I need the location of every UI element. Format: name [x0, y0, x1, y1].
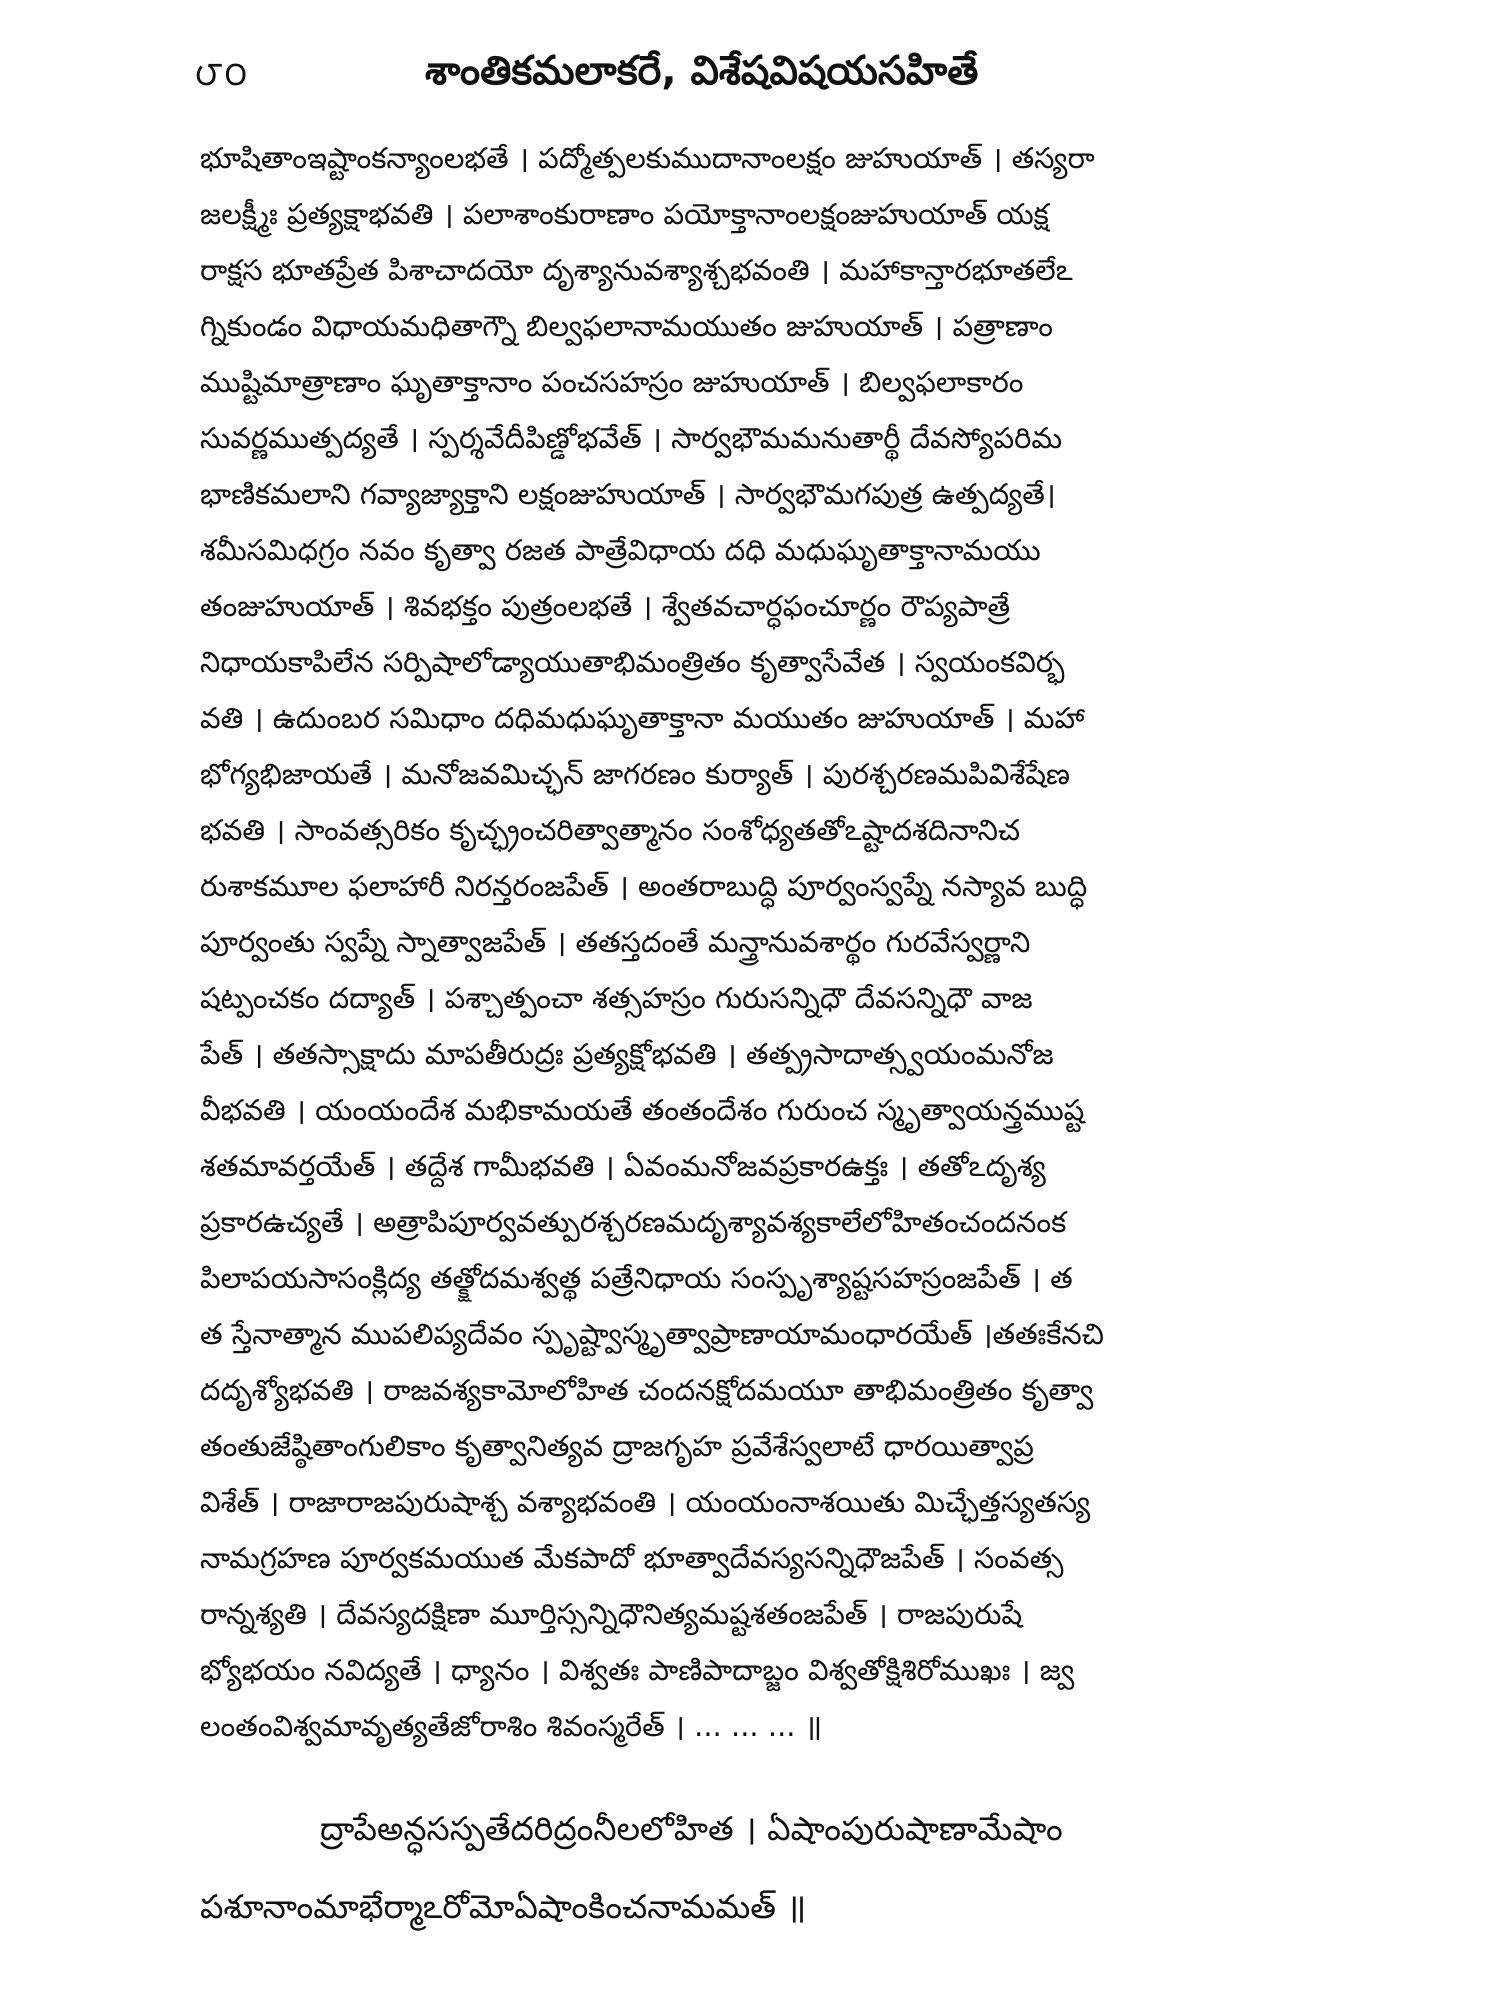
text-line: పిలాపయసాసంక్లిద్య తత్క్షోదమశ్వత్థ పత్రేనిధాయ సంస్పృశ్యాష్టసహస్రంజపేత్ । త [200, 1261, 1073, 1295]
body-text [200, 130, 1310, 1754]
text-line: రాక్షస భూతప్రేత పిశాచాదయో దృశ్యానువశ్యాశ్చభవంతి । మహాకాన్తారభూతలేఽ [200, 253, 1073, 287]
text-line: జలక్ష్మీః ప్రత్యక్షాభవతి । పలాశాంకురాణాం పయోక్తానాంలక్షంజుహుయాత్ యక్ష [200, 197, 1049, 231]
text-line: గ్నికుండం విధాయమధితాగ్నౌ బిల్వఫలానామయుతం జుహుయాత్ । పత్రాణాం [200, 309, 1053, 343]
text-line: వతి । ఉదుంబర సమిధాం దధిమధుఘృతాక్తానా మయుతం జుహుయాత్ । మహా [200, 701, 1085, 735]
page-header [195, 40, 1325, 110]
verse-block [200, 1790, 1310, 1946]
text-line: ప్రకారఉచ్యతే । అత్రాపిపూర్వవత్పురశ్చరణమదృశ్యావశ్యకాలేలోహితంచందనంక [200, 1205, 1067, 1239]
text-line: భ్యోభయం నవిద్యతే । ధ్యానం । విశ్వతః పాణిపాదాబ్జం విశ్వతోక్షిశిరోముఖః । జ్వ [200, 1653, 1075, 1687]
text-line: ముష్టిమాత్రాణాం ఘృతాక్తానాం పంచసహస్రం జుహుయాత్ । బిల్వఫలాకారం [200, 365, 1024, 399]
text-line: శతమావర్తయేత్ । తద్దేశ గామీభవతి । ఏవంమనోజవప్రకారఉక్తః । తతోఽదృశ్య [200, 1149, 1046, 1183]
text-line: భోగ్యభిజాయతే । మనోజవమిచ్ఛన్ జాగరణం కుర్యాత్ । పురశ్చరణమపివిశేషేణ [200, 757, 1070, 791]
text-line: శమీసమిధగ్రం నవం కృత్వా రజత పాత్రేవిధాయ దధి మధుఘృతాక్తానామయు [200, 533, 1041, 567]
text-line: రుశాకమూల ఫలాహారీ నిరన్తరంజపేత్ । అంతరాబుద్ధి పూర్వంస్వప్నే నస్యావ బుద్ధి [200, 869, 1088, 903]
text-line: సువర్ణముత్పద్యతే । స్పర్శవేదీపిణ్డోభవేత్ । సార్వభౌమమనుతార్థీ దేవస్యోపరిమ [200, 421, 1063, 455]
verse-line: పశూనాంమాభేర్మాఽరోమోఏషాంకించనామమత్ ॥ [200, 1887, 807, 1926]
text-line: భాణికమలాని గవ్యాజ్యాక్తాని లక్షంజుహుయాత్ । సార్వభౌమగపుత్ర ఉత్పద్యతే। [200, 477, 1056, 511]
text-line: వీభవతి । యంయందేశ మభికామయతే తంతందేశం గురుంచ స్మృత్వాయన్త్రముష్ట [200, 1093, 1085, 1127]
page-number: ౮౦ [195, 54, 250, 94]
text-line: పూర్వంతు స్వప్నే స్నాత్వాజపేత్ । తతస్తదంతే మన్త్రానువశార్థం గురవేస్వర్ణాని [200, 925, 1031, 959]
text-line: పేత్ । తతస్సాక్షాదు మాపతీరుద్రః ప్రత్యక్షోభవతి । తత్ప్రసాదాత్స్వయంమనోజ [200, 1037, 1054, 1071]
text-line: షట్పంచకం దద్యాత్ । పశ్చాత్పంచా శత్సహస్రం గురుసన్నిధౌ దేవసన్నిధౌ వాజ [200, 981, 1033, 1015]
text-line: లంతంవిశ్వమావృత్యతేజోరాశిం శివంస్మరేత్ । ... ... ... ॥ [200, 1709, 823, 1743]
text-line: భూషితాంఇష్టాంకన్యాంలభతే । పద్మోత్పలకుముదానాంలక్షం జుహుయాత్ । తస్యరా [200, 141, 1095, 175]
text-line: విశేత్ । రాజారాజపురుషాశ్చ వశ్యాభవంతి । యంయంనాశయితు మిచ్ఛేత్తస్యతస్య [200, 1485, 1091, 1519]
text-line: తంతుజేష్ఠితాంగులికాం కృత్వానిత్యవ ద్రాజగృహ ప్రవేశేస్వలాటే ధారయిత్వాప్ర [200, 1429, 1034, 1463]
text-line: రాన్నశ్యతి । దేవస్యదక్షిణా మూర్తిస్సన్నిధౌనిత్యమష్టశతంజపేత్ । రాజపురుషే [200, 1597, 1023, 1631]
verse-line: ద్రాపేఅన్ధసస్పతేదరిద్రంనీలలోహిత । ఏషాంపురుషాణామేషాం [320, 1809, 1063, 1848]
text-line: తంజుహుయాత్ । శివభక్తం పుత్రంలభతే । శ్వేతవచార్ధఫంచూర్ణం రౌప్యపాత్రే [200, 589, 1011, 623]
text-line: నామగ్రహణ పూర్వకమయుత మేకపాదో భూత్వాదేవస్యసన్నిధౌజపేత్ । సంవత్స [200, 1541, 1064, 1575]
text-line: త స్తేనాత్మాన ముపలిప్యదేవం స్పృష్ట్వాస్మృత్వాప్రాణాయామంధారయేత్ ।తతఃకేనచి [200, 1317, 1104, 1351]
text-line: దదృశ్యోభవతి । రాజవశ్యకామోలోహిత చందనక్షోదమయూ తాభిమంత్రితం కృత్వా [200, 1373, 1094, 1407]
text-line: భవతి । సాంవత్సరికం కృచ్ఛ్రంచరిత్వాత్మానం సంశోధ్యతతోఽష్టాదశదినానిచ [200, 813, 1021, 847]
text-line: నిధాయకాపిలేన సర్పిషాలోడ్యాయుతాభిమంత్రితం కృత్వాసేవేత । స్వయంకవిర్భ [200, 645, 1065, 679]
running-title: శాంతికమలాకరే, విశేషవిషయసహితే [425, 48, 979, 94]
